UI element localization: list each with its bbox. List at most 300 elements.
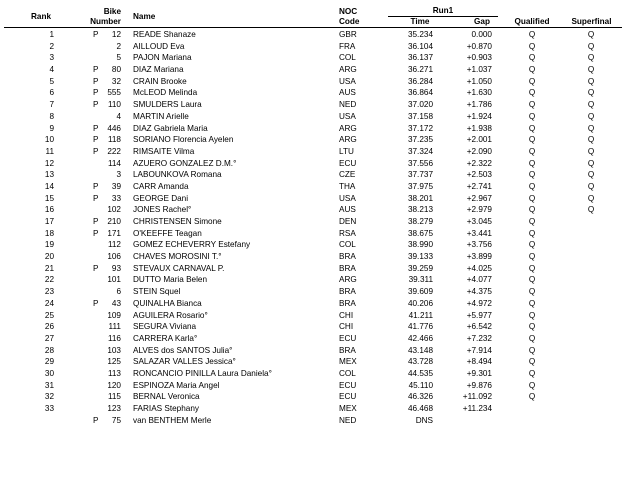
table-row: [0, 321, 626, 333]
noc-cell: BRA: [339, 252, 356, 262]
gap-cell: +5.977: [466, 310, 492, 320]
time-cell: 36.271: [407, 65, 433, 75]
qualified-cell: Q: [528, 53, 536, 63]
noc-cell: MEX: [339, 404, 357, 413]
time-cell: 37.172: [407, 123, 433, 133]
gap-cell: +4.077: [466, 275, 492, 285]
bike-number-cell: 123: [107, 404, 121, 413]
bike-number-cell: 115: [107, 392, 121, 402]
qualified-cell: Q: [528, 322, 536, 332]
bike-number-cell: 114: [107, 158, 121, 168]
gap-cell: +7.232: [466, 333, 492, 343]
bike-number-cell: 109: [107, 310, 121, 320]
qualified-cell: Q: [528, 252, 536, 262]
gap-cell: +3.441: [466, 228, 492, 238]
header-bike-line1: Bike: [103, 7, 121, 16]
rank-cell: 4: [49, 65, 54, 75]
noc-cell: BRA: [339, 345, 356, 355]
gap-cell: +6.542: [466, 322, 492, 332]
time-cell: 37.158: [407, 111, 433, 121]
qualified-cell: Q: [528, 357, 536, 367]
noc-cell: LTU: [339, 146, 354, 156]
bike-number-cell: 33: [111, 193, 121, 203]
rank-cell: 17: [44, 217, 54, 226]
bike-number-cell: 116: [107, 333, 121, 343]
rank-cell: 29: [44, 357, 54, 367]
table-row: [0, 380, 626, 392]
gap-cell: 0.000: [471, 30, 492, 39]
rider-name-cell: DIAZ Mariana: [133, 65, 184, 75]
gap-cell: +2.979: [466, 205, 492, 215]
bike-number-cell: 555: [107, 88, 121, 98]
table-row: [0, 286, 626, 298]
table-row: [0, 216, 626, 228]
superfinal-cell: Q: [587, 158, 595, 168]
table-row: [0, 345, 626, 357]
qualified-cell: Q: [528, 135, 536, 145]
rider-name-cell: QUINALHA Bianca: [133, 298, 202, 308]
plate-cell: P: [93, 135, 99, 145]
gap-cell: +9.301: [466, 368, 492, 378]
bike-number-cell: 32: [111, 76, 121, 86]
table-row: [0, 274, 626, 286]
bike-number-cell: 4: [116, 111, 121, 121]
rider-name-cell: CHRISTENSEN Simone: [133, 217, 222, 226]
superfinal-cell: Q: [587, 193, 595, 203]
noc-cell: ARG: [339, 65, 357, 75]
qualified-cell: Q: [528, 240, 536, 250]
bike-number-cell: 39: [111, 181, 121, 191]
qualified-cell: Q: [528, 205, 536, 215]
superfinal-cell: Q: [587, 205, 595, 215]
bike-number-cell: 111: [108, 322, 121, 332]
gap-cell: +3.045: [466, 217, 492, 226]
qualified-cell: Q: [528, 41, 536, 51]
qualified-cell: Q: [528, 123, 536, 133]
time-cell: 41.776: [407, 322, 433, 332]
qualified-cell: Q: [528, 287, 536, 297]
time-cell: 39.609: [407, 287, 433, 297]
superfinal-cell: Q: [587, 135, 595, 145]
bike-number-cell: 210: [107, 217, 121, 226]
bike-number-cell: 3: [116, 170, 121, 180]
rank-cell: 30: [44, 368, 54, 378]
header-name: Name: [133, 12, 156, 21]
table-row: [0, 310, 626, 322]
rider-name-cell: SMULDERS Laura: [133, 100, 202, 110]
noc-cell: USA: [339, 111, 356, 121]
rider-name-cell: SORIANO Florencia Ayelen: [133, 135, 234, 145]
table-row: [0, 403, 626, 415]
gap-cell: +1.050: [466, 76, 492, 86]
noc-cell: USA: [339, 193, 356, 203]
rank-cell: 24: [44, 298, 54, 308]
table-row: [0, 391, 626, 403]
qualified-cell: Q: [528, 368, 536, 378]
table-row: [0, 333, 626, 345]
bike-number-cell: 106: [107, 252, 121, 262]
qualified-cell: Q: [528, 111, 536, 121]
rider-name-cell: CARR Amanda: [133, 181, 189, 191]
table-row: [0, 181, 626, 193]
qualified-cell: Q: [528, 310, 536, 320]
rank-cell: 22: [44, 275, 54, 285]
table-row: [0, 169, 626, 181]
noc-cell: MEX: [339, 357, 357, 367]
bike-number-cell: 80: [111, 65, 121, 75]
rank-cell: 15: [44, 193, 54, 203]
bike-number-cell: 120: [107, 380, 121, 390]
bike-number-cell: 5: [116, 53, 121, 63]
qualified-cell: Q: [528, 275, 536, 285]
noc-cell: ECU: [339, 158, 357, 168]
qualified-cell: Q: [528, 65, 536, 75]
table-row: [0, 99, 626, 111]
time-cell: 45.110: [408, 380, 433, 390]
rank-cell: 14: [44, 181, 54, 191]
qualified-cell: Q: [528, 333, 536, 343]
rider-name-cell: SEGURA Viviana: [133, 322, 197, 332]
noc-cell: DEN: [339, 217, 357, 226]
noc-cell: THA: [339, 181, 356, 191]
table-row: [0, 368, 626, 380]
bike-number-cell: 103: [107, 345, 121, 355]
superfinal-cell: Q: [587, 170, 595, 180]
qualified-cell: Q: [528, 30, 536, 39]
rank-cell: 11: [45, 146, 54, 156]
qualified-cell: Q: [528, 263, 536, 273]
rank-cell: 10: [44, 135, 54, 145]
time-cell: 36.864: [407, 88, 433, 98]
time-cell: 37.556: [407, 158, 433, 168]
table-row: [0, 239, 626, 251]
time-cell: 46.468: [407, 404, 433, 413]
noc-cell: AUS: [339, 88, 356, 98]
gap-cell: +0.870: [466, 41, 492, 51]
gap-cell: +11.092: [462, 392, 492, 402]
header-noc-line1: NOC: [339, 7, 358, 16]
table-row: [0, 87, 626, 99]
rank-cell: 6: [49, 88, 54, 98]
time-cell: DNS: [415, 415, 433, 425]
rider-name-cell: MARTIN Arielle: [133, 111, 189, 121]
qualified-cell: Q: [528, 88, 536, 98]
noc-cell: NED: [339, 415, 357, 425]
bike-number-cell: 113: [107, 368, 121, 378]
qualified-cell: Q: [528, 193, 536, 203]
superfinal-cell: Q: [587, 100, 595, 110]
bike-number-cell: 6: [116, 287, 121, 297]
noc-cell: COL: [339, 368, 356, 378]
rider-name-cell: GEORGE Dani: [133, 193, 189, 203]
plate-cell: P: [93, 217, 99, 226]
time-cell: 38.201: [407, 193, 433, 203]
table-row: [0, 193, 626, 205]
gap-cell: +9.876: [466, 380, 492, 390]
table-row: [0, 29, 626, 41]
rider-name-cell: AILLOUD Eva: [133, 41, 185, 51]
time-cell: 44.535: [407, 368, 433, 378]
qualified-cell: Q: [528, 181, 536, 191]
rider-name-cell: GOMEZ ECHEVERRY Estefany: [133, 240, 251, 250]
superfinal-cell: Q: [587, 30, 595, 39]
table-row: [0, 123, 626, 135]
rider-name-cell: DIAZ Gabriela Maria: [133, 123, 208, 133]
qualified-cell: Q: [528, 146, 536, 156]
gap-cell: +4.972: [466, 298, 492, 308]
table-row: [0, 111, 626, 123]
qualified-cell: Q: [528, 380, 536, 390]
bike-number-cell: 171: [107, 228, 121, 238]
rider-name-cell: AGUILERA Rosario°: [133, 310, 208, 320]
rider-name-cell: ESPINOZA Maria Angel: [133, 380, 220, 390]
time-cell: 40.206: [407, 298, 433, 308]
rider-name-cell: AZUERO GONZALEZ D.M.°: [133, 158, 237, 168]
superfinal-cell: Q: [587, 65, 595, 75]
noc-cell: ECU: [339, 333, 357, 343]
noc-cell: FRA: [339, 41, 356, 51]
time-cell: 39.311: [408, 275, 433, 285]
time-cell: 37.737: [407, 170, 433, 180]
table-row: [0, 415, 626, 427]
gap-cell: +1.924: [466, 111, 492, 121]
rider-name-cell: van BENTHEM Merle: [133, 415, 212, 425]
gap-cell: +1.938: [466, 123, 492, 133]
header-underline: [4, 27, 622, 28]
time-cell: 38.675: [407, 228, 433, 238]
noc-cell: NED: [339, 100, 357, 110]
rank-cell: 31: [44, 380, 54, 390]
noc-cell: BRA: [339, 263, 356, 273]
superfinal-cell: Q: [587, 53, 595, 63]
rank-cell: 1: [49, 30, 54, 39]
bike-number-cell: 75: [111, 415, 121, 425]
noc-cell: USA: [339, 76, 356, 86]
time-cell: 37.020: [407, 100, 433, 110]
rank-cell: 3: [49, 53, 54, 63]
gap-cell: +2.001: [466, 135, 492, 145]
gap-cell: +7.914: [466, 345, 492, 355]
rider-name-cell: PAJON Mariana: [133, 53, 192, 63]
time-cell: 43.148: [407, 345, 433, 355]
noc-cell: AUS: [339, 205, 356, 215]
plate-cell: P: [93, 181, 99, 191]
superfinal-cell: Q: [587, 146, 595, 156]
superfinal-cell: Q: [587, 181, 595, 191]
rider-name-cell: CHAVES MOROSINI T.°: [133, 252, 222, 262]
table-row: [0, 76, 626, 88]
time-cell: 35.234: [407, 30, 433, 39]
qualified-cell: Q: [528, 100, 536, 110]
superfinal-cell: Q: [587, 41, 595, 51]
plate-cell: P: [93, 123, 99, 133]
rank-cell: 16: [44, 205, 54, 215]
gap-cell: +8.494: [466, 357, 492, 367]
rank-cell: 7: [49, 100, 54, 110]
rider-name-cell: JONES Rachel°: [133, 205, 192, 215]
noc-cell: CHI: [339, 310, 354, 320]
plate-cell: P: [93, 76, 99, 86]
plate-cell: P: [93, 263, 99, 273]
bike-number-cell: 93: [111, 263, 121, 273]
noc-cell: ECU: [339, 380, 357, 390]
time-cell: 38.213: [407, 205, 433, 215]
rider-name-cell: CARRERA Karla°: [133, 333, 198, 343]
rank-cell: 21: [44, 263, 54, 273]
plate-cell: P: [93, 298, 99, 308]
superfinal-cell: Q: [587, 88, 595, 98]
table-row: [0, 298, 626, 310]
time-cell: 39.133: [407, 252, 433, 262]
superfinal-cell: Q: [587, 111, 595, 121]
rider-name-cell: McLEOD Melinda: [133, 88, 198, 98]
bike-number-cell: 43: [111, 298, 121, 308]
table-row: [0, 146, 626, 158]
table-row: [0, 52, 626, 64]
gap-cell: +3.756: [466, 240, 492, 250]
rider-name-cell: BERNAL Veronica: [133, 392, 200, 402]
bike-number-cell: 110: [107, 100, 121, 110]
header-bike-line2: Number: [90, 17, 121, 26]
table-row: [0, 356, 626, 368]
noc-cell: GBR: [339, 30, 357, 39]
plate-cell: P: [93, 30, 99, 39]
rider-name-cell: CRAIN Brooke: [133, 76, 187, 86]
time-cell: 46.326: [407, 392, 433, 402]
rank-cell: 2: [49, 41, 54, 51]
bike-number-cell: 125: [107, 357, 121, 367]
noc-cell: ARG: [339, 275, 357, 285]
rider-name-cell: DUTTO Maria Belen: [133, 275, 208, 285]
bike-number-cell: 112: [107, 240, 121, 250]
header-time: Time: [410, 17, 430, 26]
qualified-cell: Q: [528, 217, 536, 226]
time-cell: 36.137: [407, 53, 433, 63]
qualified-cell: Q: [528, 392, 536, 402]
plate-cell: P: [93, 88, 99, 98]
gap-cell: +1.630: [466, 88, 492, 98]
gap-cell: +1.037: [466, 65, 492, 75]
qualified-cell: Q: [528, 170, 536, 180]
rank-cell: 32: [44, 392, 54, 402]
time-cell: 37.324: [407, 146, 433, 156]
qualified-cell: Q: [528, 345, 536, 355]
bike-number-cell: 12: [111, 30, 121, 39]
time-cell: 36.104: [407, 41, 433, 51]
plate-cell: P: [93, 228, 99, 238]
gap-cell: +4.025: [466, 263, 492, 273]
bike-number-cell: 222: [107, 146, 121, 156]
time-cell: 42.466: [407, 333, 433, 343]
bike-number-cell: 2: [116, 41, 121, 51]
header-qualified: Qualified: [514, 17, 550, 26]
noc-cell: CZE: [339, 170, 356, 180]
rank-cell: 12: [44, 158, 54, 168]
rider-name-cell: STEIN Squel: [133, 287, 181, 297]
rank-cell: 8: [49, 111, 54, 121]
gap-cell: +2.967: [466, 193, 492, 203]
plate-cell: P: [93, 65, 99, 75]
rider-name-cell: O'KEEFFE Teagan: [133, 228, 202, 238]
gap-cell: +4.375: [466, 287, 492, 297]
rank-cell: 26: [44, 322, 54, 332]
gap-cell: +11.234: [462, 404, 492, 413]
rider-name-cell: FARIAS Stephany: [133, 404, 199, 413]
header-gap: Gap: [474, 17, 490, 26]
table-row: [0, 134, 626, 146]
rider-name-cell: ALVES dos SANTOS Julia°: [133, 345, 233, 355]
rider-name-cell: READE Shanaze: [133, 30, 196, 39]
header-run: Run1: [432, 6, 454, 15]
qualified-cell: Q: [528, 228, 536, 238]
rank-cell: 23: [44, 287, 54, 297]
noc-cell: ECU: [339, 392, 357, 402]
bike-number-cell: 446: [107, 123, 121, 133]
time-cell: 36.284: [407, 76, 433, 86]
gap-cell: +2.741: [466, 181, 492, 191]
header-superfinal: Superfinal: [571, 17, 612, 26]
rank-cell: 13: [44, 170, 54, 180]
gap-cell: +2.090: [466, 146, 492, 156]
plate-cell: P: [93, 146, 99, 156]
table-row: [0, 251, 626, 263]
time-cell: 38.279: [407, 217, 433, 226]
noc-cell: ARG: [339, 123, 357, 133]
time-cell: 37.975: [407, 181, 433, 191]
time-cell: 41.211: [408, 310, 433, 320]
results-table: [0, 29, 626, 426]
qualified-cell: Q: [528, 298, 536, 308]
rank-cell: 9: [49, 123, 54, 133]
rank-cell: 5: [49, 76, 54, 86]
bike-number-cell: 102: [107, 205, 121, 215]
time-cell: 43.728: [407, 357, 433, 367]
rank-cell: 27: [44, 333, 54, 343]
rider-name-cell: LABOUNKOVA Romana: [133, 170, 222, 180]
rank-cell: 20: [44, 252, 54, 262]
table-row: [0, 263, 626, 275]
rank-cell: 18: [44, 228, 54, 238]
noc-cell: ARG: [339, 135, 357, 145]
time-cell: 39.259: [407, 263, 433, 273]
superfinal-cell: Q: [587, 123, 595, 133]
gap-cell: +3.899: [466, 252, 492, 262]
header-noc-line2: Code: [339, 17, 360, 26]
gap-cell: +2.322: [466, 158, 492, 168]
time-cell: 37.235: [407, 135, 433, 145]
table-row: [0, 64, 626, 76]
gap-cell: +0.903: [466, 53, 492, 63]
rider-name-cell: SALAZAR VALLES Jessica°: [133, 357, 236, 367]
noc-cell: COL: [339, 53, 356, 63]
gap-cell: +1.786: [466, 100, 492, 110]
time-cell: 38.990: [407, 240, 433, 250]
noc-cell: BRA: [339, 298, 356, 308]
rider-name-cell: RIMSAITE Vilma: [133, 146, 195, 156]
noc-cell: RSA: [339, 228, 356, 238]
rank-cell: 33: [44, 404, 54, 413]
rider-name-cell: RONCANCIO PINILLA Laura Daniela°: [133, 368, 272, 378]
table-row: [0, 228, 626, 240]
rank-cell: 19: [44, 240, 54, 250]
qualified-cell: Q: [528, 158, 536, 168]
rider-name-cell: STEVAUX CARNAVAL P.: [133, 263, 225, 273]
superfinal-cell: Q: [587, 76, 595, 86]
bike-number-cell: 118: [107, 135, 121, 145]
header-rank: Rank: [31, 12, 52, 21]
noc-cell: CHI: [339, 322, 354, 332]
gap-cell: +2.503: [466, 170, 492, 180]
